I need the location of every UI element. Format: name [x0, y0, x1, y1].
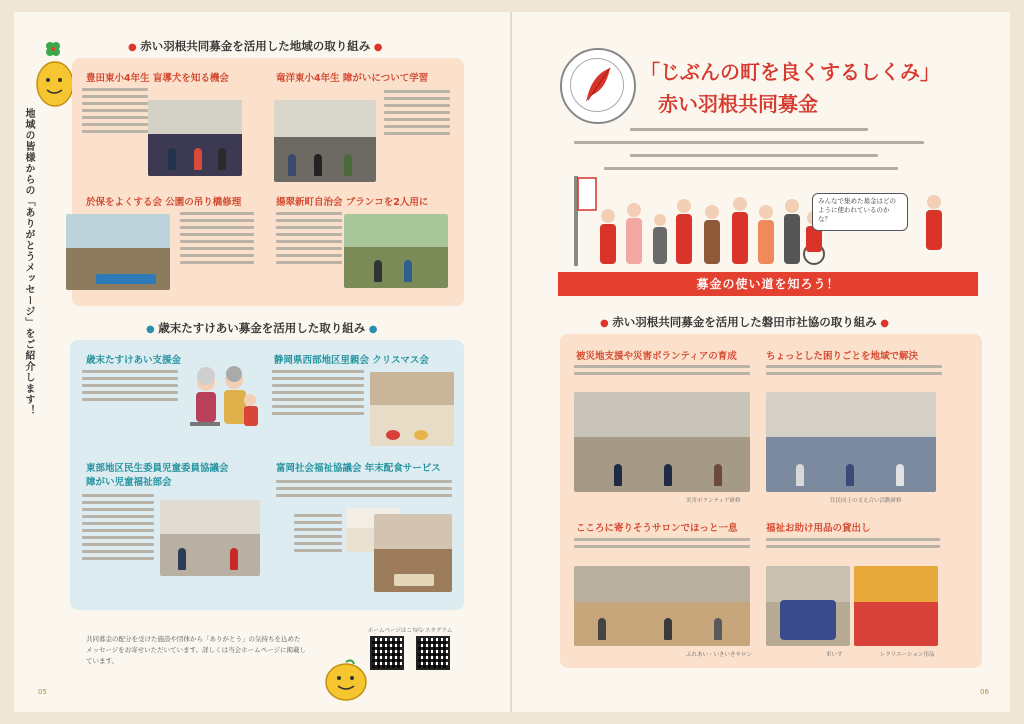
section2-item-title-line2: 障がい児童福祉部会 — [86, 477, 172, 488]
section2-item-text — [276, 476, 452, 501]
section2-item-photo — [370, 372, 454, 446]
clover-icon — [44, 40, 62, 58]
section2-item-photo — [374, 514, 452, 592]
section2-heading: ● 歳末たすけあい募金を活用した取り組み ● — [146, 321, 378, 335]
red-feather-seal — [560, 48, 636, 124]
section2-item-text — [272, 366, 364, 419]
intro-text-line — [630, 154, 878, 157]
section3-item-photo — [854, 566, 938, 646]
section1-item-text — [180, 208, 254, 268]
intro-text-line — [574, 141, 924, 144]
section3-item-text — [574, 361, 750, 379]
intro-text-line — [630, 128, 868, 131]
section3-item-title: ちょっとした困りごとを地域で解決 — [766, 351, 919, 362]
section1-item-photo — [344, 214, 448, 288]
section2-item-title: 歳末たすけあい支援金 — [86, 355, 182, 366]
footer-text: 共同募金の配分を受けた施設や団体から「ありがとう」の気持ちを込めたメッセージをお寄せいただいています。詳しくは当会ホームページに掲載しています。 — [86, 635, 306, 665]
section1-item-title: 揚翠新町自治会 ブランコを2人用に — [276, 197, 429, 208]
qr-label: ホームページはこちら — [368, 628, 423, 634]
section1-item-text — [276, 208, 342, 268]
section3-item-photo — [574, 566, 750, 646]
main-title-line2: 赤い羽根共同募金 — [658, 92, 818, 116]
red-feather-icon — [580, 64, 616, 106]
section3-title: 赤い羽根共同募金を活用した磐田市社協の取り組み — [612, 315, 877, 329]
qr-code[interactable] — [416, 636, 450, 670]
section2-item-text — [82, 490, 154, 564]
section3-heading: ● 赤い羽根共同募金を活用した磐田市社協の取り組み ● — [600, 315, 889, 329]
page-number: 05 — [38, 688, 47, 696]
section2-item-title: 富岡社会福祉協議会 年末配食サービス — [276, 463, 441, 474]
section3-item-title: こころに寄りそうサロンでほっと一息 — [576, 523, 738, 534]
section1-item-photo — [274, 100, 376, 182]
mascot-icon — [322, 658, 370, 702]
vertical-title: 地域の皆様からの「ありがとうメッセージ」をご紹介します！ — [23, 108, 34, 416]
photo-caption: 災害ボランティア研修 — [686, 498, 741, 504]
section1-item-title: 於保をよくする会 公園の吊り橋修理 — [86, 197, 242, 208]
photo-caption: 住民同士の支え合い活動研修 — [830, 498, 902, 504]
mascot-icon — [34, 58, 76, 110]
qr-code[interactable] — [370, 636, 404, 670]
section3-item-photo — [766, 566, 850, 646]
crowd-illustration — [560, 176, 980, 272]
section3-item-text — [766, 534, 940, 552]
section3-item-title: 被災地支援や災害ボランティアの育成 — [576, 351, 737, 362]
photo-caption: レクリエーション用品 — [880, 652, 935, 658]
banner: 募金の使い道を知ろう！ — [558, 272, 978, 296]
section2-item-title: 東部地区民生委員児童委員協議会 — [86, 463, 229, 474]
section1-title: 赤い羽根共同募金を活用した地域の取り組み — [140, 39, 371, 53]
page-gutter — [510, 12, 512, 712]
section3-item-photo — [766, 392, 936, 492]
section3-item-text — [766, 361, 942, 379]
photo-caption: 車いす — [826, 652, 843, 658]
section3-item-photo — [574, 392, 750, 492]
section1-item-text — [82, 84, 148, 137]
section1-item-text — [384, 86, 450, 139]
section1-item-photo — [66, 214, 170, 290]
section1-heading: ● 赤い羽根共同募金を活用した地域の取り組み ● — [128, 39, 383, 53]
section1-item-title: 豊田東小4年生 盲導犬を知る機会 — [86, 73, 229, 84]
section2-title: 歳末たすけあい募金を活用した取り組み — [158, 321, 366, 335]
speech-bubble: みんなで集めた募金はどのように使われているのかな？ — [812, 193, 908, 231]
section2-item-photo — [160, 500, 260, 576]
section2-item-text — [294, 510, 342, 556]
elderly-people-illustration — [184, 366, 264, 440]
qr-label: インスタグラム — [414, 628, 453, 634]
section1-item-title: 竜洋東小4年生 障がいについて学習 — [276, 73, 429, 84]
intro-text-line — [604, 167, 898, 170]
photo-caption: ふれあい・いきいきサロン — [686, 652, 753, 658]
section2-item-text — [82, 366, 178, 405]
page-number: 06 — [980, 688, 989, 696]
main-title-line1: 「じぶんの町を良くするしくみ」 — [640, 60, 940, 84]
section3-item-title: 福祉お助け用品の貸出し — [766, 523, 871, 534]
section1-item-photo — [148, 100, 242, 176]
section2-item-title: 静岡県西部地区里親会 クリスマス会 — [274, 355, 429, 366]
section3-item-text — [574, 534, 750, 552]
